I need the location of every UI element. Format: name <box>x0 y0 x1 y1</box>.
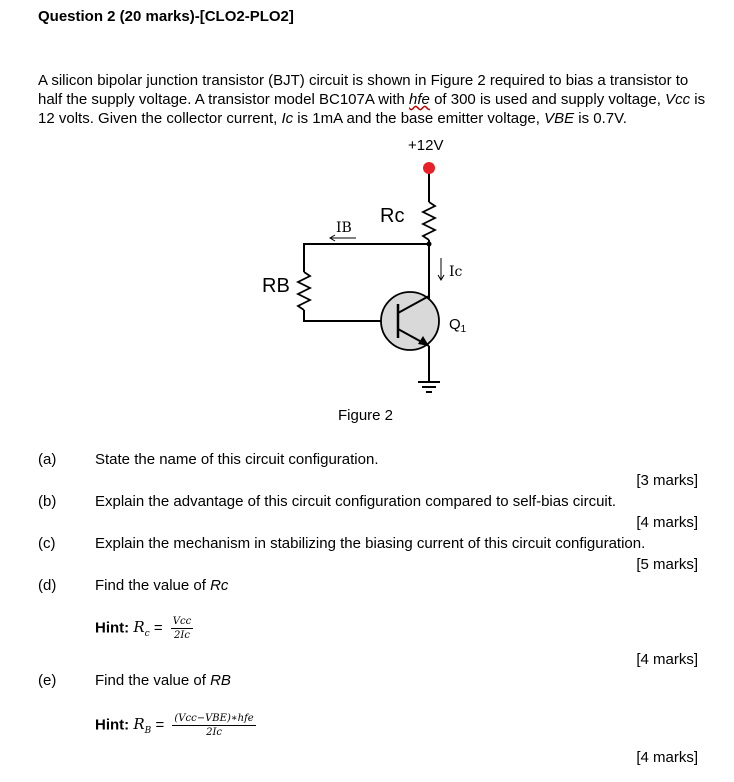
intro-part-2: of 300 is used and supply voltage, <box>429 91 666 108</box>
rb-label: RB <box>262 275 290 297</box>
question-e-hint: Hint: $R_B$ = $\frac{\text{(Vcc−VBE)∗hfe}}{2Ic}$ <box>95 713 254 738</box>
intro-part-4: is 1mA and the base emitter voltage, <box>293 110 545 127</box>
hint-e-denominator: 2Ic <box>206 727 222 738</box>
hfe-symbol: hfe <box>409 91 430 108</box>
question-d-marks: [4 marks] <box>636 651 698 668</box>
rc-resistor-icon <box>423 202 435 240</box>
question-a-label: (a) <box>38 451 57 468</box>
q1-label: $Q_1$ <box>449 316 467 335</box>
question-e-marks: [4 marks] <box>636 749 698 766</box>
hint-d-denominator: 2Ic <box>174 630 190 641</box>
ic-label: Ic <box>449 264 463 280</box>
rb-resistor-icon <box>298 272 310 310</box>
question-e-label: (e) <box>38 672 57 689</box>
supply-terminal-icon <box>423 162 435 174</box>
question-d-text: Find the value of Rc <box>95 577 229 594</box>
hint-e-lhs: $R_B$ <box>133 715 152 737</box>
question-e-text: Find the value of RB <box>95 672 231 689</box>
ib-label: IB <box>336 220 352 236</box>
question-b-marks: [4 marks] <box>636 514 698 531</box>
feedback-wire <box>304 244 429 272</box>
transistor-body-icon <box>381 292 439 350</box>
intro-part-5: is 0.7V. <box>574 110 627 127</box>
vbe-symbol: VBE <box>544 110 575 127</box>
question-d-hint: Hint: $R_c$ = $\frac{\text{Vcc}}{2Ic}$ <box>95 616 192 641</box>
supply-label: +12V <box>408 137 444 154</box>
question-heading: Question 2 (20 marks)-[CLO2-PLO2] <box>38 8 294 25</box>
question-e-var: RB <box>210 672 231 689</box>
question-c-marks: [5 marks] <box>636 556 698 573</box>
hint-d-lhs: $R_c$ <box>133 618 150 640</box>
intro-part-3: is 12 volts. Given the collector current, <box>38 91 706 127</box>
hint-e-fraction <box>172 712 255 739</box>
intro-part-1: A silicon bipolar junction transistor (BJT) circuit is shown in Figure 2 required to bias a transistor to half the supply voltage. A transistor model BC107A with <box>38 72 689 108</box>
rc-label: Rc <box>380 205 405 227</box>
question-c-text: Explain the mechanism in stabilizing the biasing current of this circuit configuration. <box>95 535 646 552</box>
hint-d-fraction <box>171 615 193 642</box>
question-b-text: Explain the advantage of this circuit configuration compared to self-bias circuit. <box>95 493 617 510</box>
question-a-text: State the name of this circuit configuration. <box>95 451 379 468</box>
question-b-label: (b) <box>38 493 57 510</box>
question-d-label: (d) <box>38 577 57 594</box>
question-c-label: (c) <box>38 535 56 552</box>
ic-symbol: Ic <box>281 110 294 127</box>
hint-d-numerator: Vcc <box>172 616 192 627</box>
question-d-var: Rc <box>210 577 229 594</box>
vcc-symbol: Vcc <box>665 91 691 108</box>
hint-e-numerator: (Vcc−VBE)∗hfe <box>174 713 254 724</box>
question-a-marks: [3 marks] <box>636 472 698 489</box>
figure-caption: Figure 2 <box>338 407 394 424</box>
